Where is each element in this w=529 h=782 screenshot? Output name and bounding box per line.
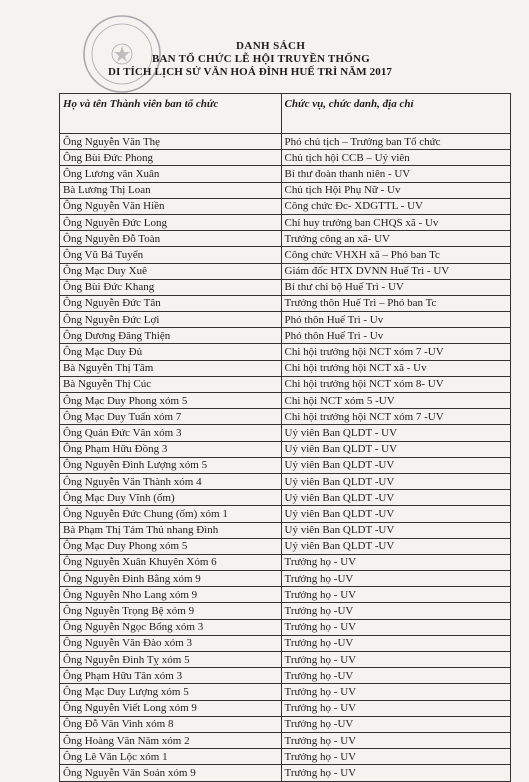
member-position-cell: Chi hội NCT xóm 5 -UV bbox=[281, 393, 510, 409]
table-row bbox=[60, 166, 511, 182]
member-name-cell: Ông Bùi Đức Phong bbox=[60, 150, 282, 166]
member-position-cell: Trưởng họ - UV bbox=[281, 619, 510, 635]
member-position-cell: Chỉ huy trưởng ban CHQS xã - Uv bbox=[281, 214, 510, 230]
column-header-name: Họ và tên Thành viên ban tổ chức bbox=[60, 94, 282, 134]
table-row bbox=[60, 652, 511, 668]
table-row bbox=[60, 247, 511, 263]
member-name-cell: Bà Nguyễn Thị Cúc bbox=[60, 376, 282, 392]
table-row bbox=[60, 506, 511, 522]
member-name-cell: Ông Nguyễn Đình Lượng xóm 5 bbox=[60, 457, 282, 473]
table-row bbox=[60, 360, 511, 376]
member-name-cell: Ông Lương văn Xuân bbox=[60, 166, 282, 182]
table-row bbox=[60, 198, 511, 214]
table-row bbox=[60, 716, 511, 732]
member-position-cell: Bí thư đoàn thanh niên - UV bbox=[281, 166, 510, 182]
table-row bbox=[60, 263, 511, 279]
member-position-cell: Chi hội trưởng hội NCT xã - Uv bbox=[281, 360, 510, 376]
member-position-cell: Trưởng họ - UV bbox=[281, 554, 510, 570]
member-name-cell: Ông Nguyễn Nho Lang xóm 9 bbox=[60, 587, 282, 603]
member-position-cell: Công chức VHXH xã – Phó ban Tc bbox=[281, 247, 510, 263]
member-position-cell: Trưởng họ - UV bbox=[281, 732, 510, 748]
table-row bbox=[60, 328, 511, 344]
member-position-cell: Uỷ viên Ban QLDT -UV bbox=[281, 473, 510, 489]
table-row bbox=[60, 425, 511, 441]
member-name-cell: Bà Phạm Thị Tám Thủ nhang Đình bbox=[60, 522, 282, 538]
member-position-cell: Phó chủ tịch – Trưởng ban Tổ chức bbox=[281, 134, 510, 150]
table-header-row bbox=[60, 94, 511, 134]
member-position-cell: Uỷ viên Ban QLDT -UV bbox=[281, 457, 510, 473]
table-row bbox=[60, 295, 511, 311]
member-position-cell: Trưởng họ - UV bbox=[281, 587, 510, 603]
member-name-cell: Ông Mạc Duy Phong xóm 5 bbox=[60, 393, 282, 409]
table-row bbox=[60, 214, 511, 230]
committee-table bbox=[59, 93, 511, 782]
table-row bbox=[60, 668, 511, 684]
member-position-cell: Chi hội trưởng hội NCT xóm 7 -UV bbox=[281, 344, 510, 360]
member-position-cell: Trưởng họ - UV bbox=[281, 765, 510, 781]
member-name-cell: Bà Lương Thị Loan bbox=[60, 182, 282, 198]
member-name-cell: Ông Mạc Duy Tuấn xóm 7 bbox=[60, 409, 282, 425]
member-name-cell: Ông Nguyễn Đức Lợi bbox=[60, 312, 282, 328]
member-name-cell: Ông Nguyễn Đức Chung (ốm) xóm 1 bbox=[60, 506, 282, 522]
member-name-cell: Ông Phạm Hữu Tân xóm 3 bbox=[60, 668, 282, 684]
table-row bbox=[60, 393, 511, 409]
member-name-cell: Ông Nguyễn Văn Soản xóm 9 bbox=[60, 765, 282, 781]
table-row bbox=[60, 587, 511, 603]
member-position-cell: Trưởng thôn Huế Trì – Phó ban Tc bbox=[281, 295, 510, 311]
table-row bbox=[60, 684, 511, 700]
table-row bbox=[60, 538, 511, 554]
member-name-cell: Ông Nguyễn Ngọc Bổng xóm 3 bbox=[60, 619, 282, 635]
table-row bbox=[60, 344, 511, 360]
member-position-cell: Trưởng công an xã- UV bbox=[281, 231, 510, 247]
member-name-cell: Ông Nguyễn Đình Bằng xóm 9 bbox=[60, 571, 282, 587]
member-position-cell: Công chức Đc- XDGTTL - UV bbox=[281, 198, 510, 214]
member-position-cell: Phó thôn Huế Trì - Uv bbox=[281, 328, 510, 344]
document-subtitle: BAN TỔ CHỨC LỄ HỘI TRUYỀN THỐNG bbox=[152, 53, 370, 65]
table-row bbox=[60, 409, 511, 425]
member-name-cell: Ông Nguyễn Xuân Khuyên Xóm 6 bbox=[60, 554, 282, 570]
table-row bbox=[60, 134, 511, 150]
table-row bbox=[60, 749, 511, 765]
member-name-cell: Ông Nguyễn Đức Long bbox=[60, 214, 282, 230]
member-position-cell: Trưởng họ - UV bbox=[281, 684, 510, 700]
member-position-cell: Trưởng họ -UV bbox=[281, 668, 510, 684]
member-position-cell: Trưởng họ - UV bbox=[281, 652, 510, 668]
member-name-cell: Ông Nguyễn Đình Tỵ xóm 5 bbox=[60, 652, 282, 668]
member-position-cell: Uỷ viên Ban QLDT -UV bbox=[281, 506, 510, 522]
table-row bbox=[60, 150, 511, 166]
member-position-cell: Uỷ viên Ban QLDT -UV bbox=[281, 522, 510, 538]
table-row bbox=[60, 635, 511, 651]
table-row bbox=[60, 765, 511, 781]
member-position-cell: Uỷ viên Ban QLDT -UV bbox=[281, 538, 510, 554]
member-position-cell: Uỷ viên Ban QLDT -UV bbox=[281, 490, 510, 506]
member-name-cell: Ông Nguyễn Văn Hiền bbox=[60, 198, 282, 214]
table-row bbox=[60, 732, 511, 748]
member-position-cell: Bí thư chi bộ Huế Trì - UV bbox=[281, 279, 510, 295]
table-row bbox=[60, 603, 511, 619]
member-position-cell: Giám đốc HTX DVNN Huế Trì - UV bbox=[281, 263, 510, 279]
member-name-cell: Ông Mạc Duy Vĩnh (ốm) bbox=[60, 490, 282, 506]
table-row bbox=[60, 182, 511, 198]
member-name-cell: Ông Dương Đăng Thiện bbox=[60, 328, 282, 344]
table-row bbox=[60, 490, 511, 506]
member-position-cell: Chủ tịch Hội Phụ Nữ - Uv bbox=[281, 182, 510, 198]
member-name-cell: Ông Nguyễn Đỗ Toàn bbox=[60, 231, 282, 247]
table-row bbox=[60, 231, 511, 247]
member-name-cell: Bà Nguyễn Thị Tâm bbox=[60, 360, 282, 376]
member-name-cell: Ông Quản Đức Vân xóm 3 bbox=[60, 425, 282, 441]
column-header-position: Chức vụ, chức danh, địa chỉ bbox=[281, 94, 510, 134]
table-row bbox=[60, 279, 511, 295]
member-position-cell: Phó thôn Huế Trì - Uv bbox=[281, 312, 510, 328]
member-position-cell: Uỷ viên Ban QLDT - UV bbox=[281, 425, 510, 441]
member-position-cell: Trưởng họ - UV bbox=[281, 749, 510, 765]
table-row bbox=[60, 312, 511, 328]
table-row bbox=[60, 554, 511, 570]
table-row bbox=[60, 522, 511, 538]
table-row bbox=[60, 700, 511, 716]
member-name-cell: Ông Bùi Đức Khang bbox=[60, 279, 282, 295]
table-row bbox=[60, 473, 511, 489]
member-name-cell: Ông Nguyễn Văn Thành xóm 4 bbox=[60, 473, 282, 489]
member-name-cell: Ông Hoàng Văn Năm xóm 2 bbox=[60, 732, 282, 748]
member-position-cell: Chi hội trưởng hội NCT xóm 8- UV bbox=[281, 376, 510, 392]
document-title: DANH SÁCH bbox=[236, 40, 306, 52]
member-name-cell: Ông Mạc Duy Đủ bbox=[60, 344, 282, 360]
table-row bbox=[60, 619, 511, 635]
member-name-cell: Ông Phạm Hữu Đồng 3 bbox=[60, 441, 282, 457]
member-name-cell: Ông Mạc Duy Lượng xóm 5 bbox=[60, 684, 282, 700]
member-name-cell: Ông Mạc Duy Xuê bbox=[60, 263, 282, 279]
member-position-cell: Trưởng họ -UV bbox=[281, 603, 510, 619]
member-name-cell: Ông Lê Văn Lộc xóm 1 bbox=[60, 749, 282, 765]
member-name-cell: Ông Đỗ Văn Vinh xóm 8 bbox=[60, 716, 282, 732]
document-subtitle-2: DI TÍCH LỊCH SỬ VĂN HOÁ ĐÌNH HUẾ TRÌ NĂM 2017 bbox=[108, 66, 393, 78]
member-position-cell: Trưởng họ -UV bbox=[281, 571, 510, 587]
member-position-cell: Trưởng họ -UV bbox=[281, 635, 510, 651]
member-name-cell: Ông Nguyễn Đức Tân bbox=[60, 295, 282, 311]
member-position-cell: Chủ tịch hội CCB – Uỷ viên bbox=[281, 150, 510, 166]
member-name-cell: Ông Vũ Bá Tuyển bbox=[60, 247, 282, 263]
member-position-cell: Uỷ viên Ban QLDT - UV bbox=[281, 441, 510, 457]
table-row bbox=[60, 441, 511, 457]
member-name-cell: Ông Nguyễn Trọng Bệ xóm 9 bbox=[60, 603, 282, 619]
member-position-cell: Trưởng họ - UV bbox=[281, 700, 510, 716]
member-name-cell: Ông Mạc Duy Phong xóm 5 bbox=[60, 538, 282, 554]
table-row bbox=[60, 571, 511, 587]
member-position-cell: Chi hội trưởng hội NCT xóm 7 -UV bbox=[281, 409, 510, 425]
member-position-cell: Trưởng họ -UV bbox=[281, 716, 510, 732]
member-name-cell: Ông Nguyễn Văn Đào xóm 3 bbox=[60, 635, 282, 651]
table-row bbox=[60, 376, 511, 392]
table-body bbox=[60, 134, 511, 782]
table-row bbox=[60, 457, 511, 473]
member-name-cell: Ông Nguyễn Viết Long xóm 9 bbox=[60, 700, 282, 716]
member-name-cell: Ông Nguyễn Văn Thẹ bbox=[60, 134, 282, 150]
